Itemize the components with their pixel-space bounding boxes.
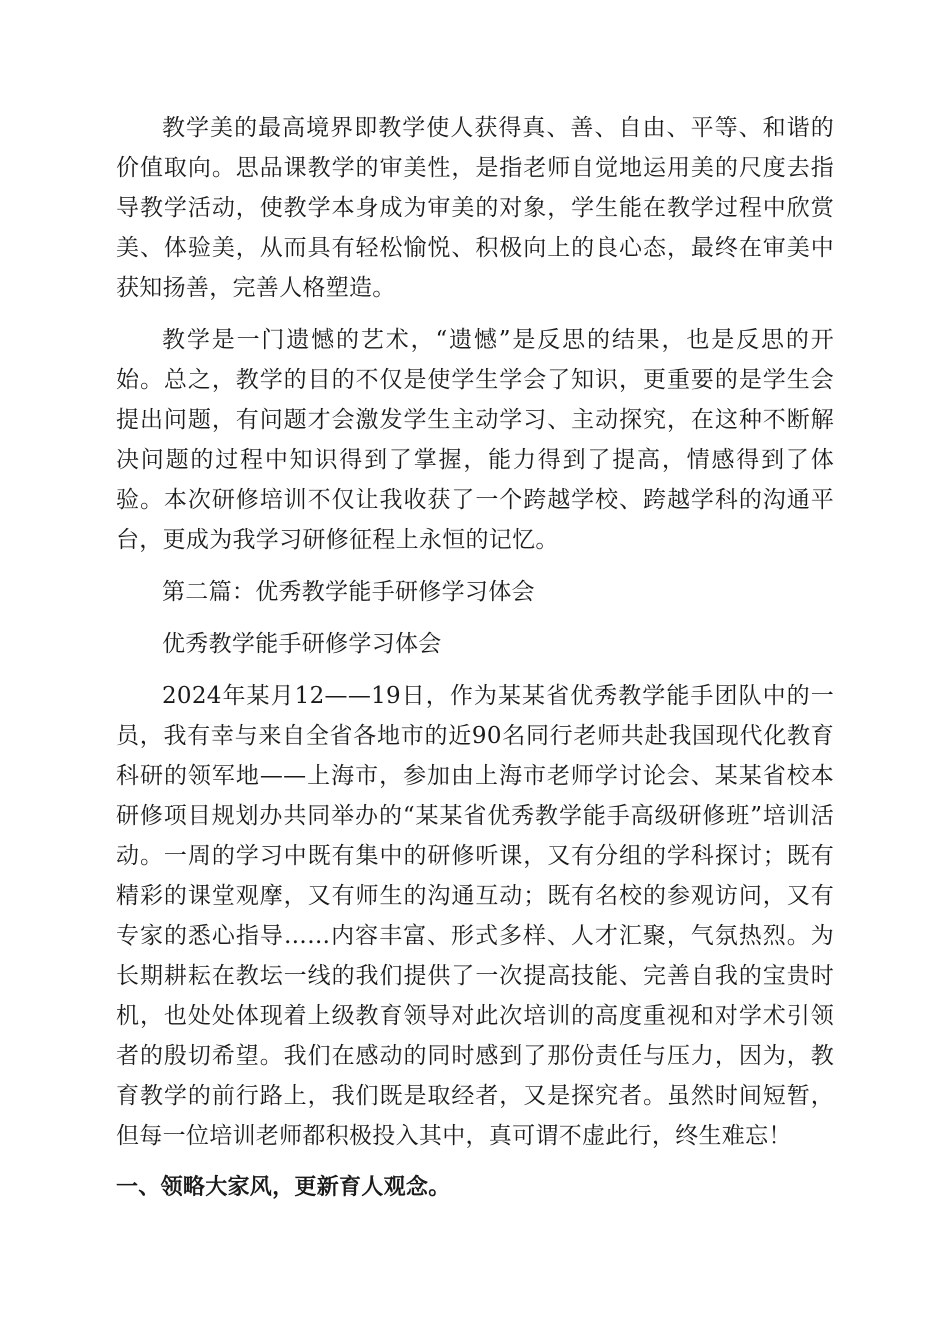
article-heading: 第二篇：优秀教学能手研修学习体会 [162, 579, 535, 605]
paragraph-teaching-aesthetics: 教学美的最高境界即教学使人获得真、善、自由、平等、和谐的价值取向。思品课教学的审美性，是指老师自觉地运用美的尺度去指导教学活动，使教学本身成为审美的对象，学生能在教学过程中欣赏美、体验美，从而具有轻松愉悦、积极向上的良心态，最终在审美中获知扬善，完善人格塑造。 [116, 115, 834, 301]
section-heading: 一、领略大家风，更新育人观念。 [116, 1175, 451, 1200]
paragraph-teaching-regret: 教学是一门遗憾的艺术，“遗憾”是反思的结果，也是反思的开始。总之，教学的目的不仅是使学生学会了知识，更重要的是学生会提出问题，有问题才会激发学生主动学习、主动探究，在这种不断解决问题的过程中知识得到了掌握，能力得到了提高，情感得到了体验。本次研修培训不仅让我收获了一个跨越学校、跨越学科的沟通平台，更成为我学习研修征程上永恒的记忆。 [116, 327, 834, 553]
document-body [116, 108, 834, 1208]
paragraph-training-intro: 2024年某月12——19日，作为某某省优秀教学能手团队中的一员，我有幸与来自全省各地市的近90名同行老师共赴我国现代化教育科研的领军地——上海市，参加由上海市老师学讨论会、某某省校本研修项目规划办共同举办的“某某省优秀教学能手高级研修班”培训活动。一周的学习中既有集中的研修听课，又有分组的学科探讨；既有精彩的课堂观摩，又有师生的沟通互动；既有名校的参观访问，又有专家的悉心指导……内容丰富、形式多样、人才汇聚，气氛热烈。为长期耕耘在教坛一线的我们提供了一次提高技能、完善自我的宝贵时机，也处处体现着上级教育领导对此次培训的高度重视和对学术引领者的殷切希望。我们在感动的同时感到了那份责任与压力，因为，教育教学的前行路上，我们既是取经者，又是探究者。虽然时间短暂，但每一位培训老师都积极投入其中，真可谓不虚此行，终生难忘！ [116, 683, 834, 1149]
article-title: 优秀教学能手研修学习体会 [162, 631, 442, 657]
